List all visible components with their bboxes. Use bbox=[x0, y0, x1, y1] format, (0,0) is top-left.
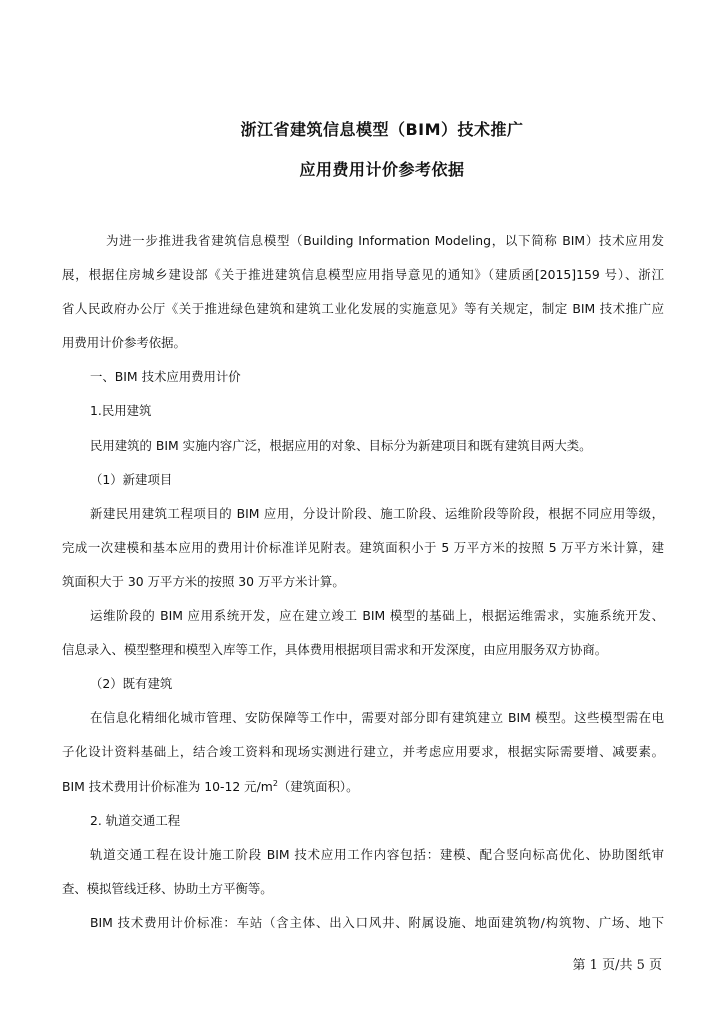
intro-line: 省人民政府办公厅《关于推进绿色建筑和建筑工业化发展的实施意见》等有关规定，制定 BIM 技术推广应 bbox=[62, 301, 664, 317]
price-superscript: 2 bbox=[272, 778, 278, 788]
subsection-heading-rail: 2. 轨道交通工程 bbox=[90, 812, 181, 828]
paragraph-line: 运维阶段的 BIM 应用系统开发，应在建立竣工 BIM 模型的基础上，根据运维需求，实施系统开发、 bbox=[90, 608, 664, 624]
civil-intro-text: 民用建筑的 BIM 实施内容广泛，根据应用的对象、目标分为新建项目和既有建筑目两大类。 bbox=[90, 437, 592, 453]
existing-building-paragraph bbox=[62, 701, 664, 803]
paragraph-line: 新建民用建筑工程项目的 BIM 应用，分设计阶段、施工阶段、运维阶段等阶段，根据不同应用等级， bbox=[90, 505, 664, 521]
document-title-line-1: 浙江省建筑信息模型（BIM）技术推广 bbox=[240, 120, 524, 139]
intro-paragraph bbox=[62, 224, 664, 360]
price-suffix: （建筑面积）。 bbox=[277, 778, 359, 794]
subsection-heading-civil: 1.民用建筑 bbox=[90, 403, 152, 419]
intro-line: 展，根据住房城乡建设部《关于推进建筑信息模型应用指导意见的通知》（建质函[2015]159 号）、浙江 bbox=[62, 267, 664, 283]
page-number: 第 1 页/共 5 页 bbox=[572, 958, 662, 973]
operation-paragraph bbox=[62, 599, 664, 667]
paragraph-line: BIM 技术费用计价标准：车站（含主体、出入口风井、附属设施、地面建筑物/构筑物、广场、地下 bbox=[90, 914, 664, 930]
intro-line: 为进一步推进我省建筑信息模型（Building Information Modeling，以下简称 BIM）技术应用发 bbox=[106, 233, 664, 248]
price-prefix: BIM 技术费用计价标准为 10-12 元/m bbox=[62, 778, 273, 794]
item-heading-new-project: （1）新建项目 bbox=[90, 471, 173, 487]
paragraph-line: 子化设计资料基础上，结合竣工资料和现场实测进行建立，并考虑应用要求，根据实际需要增、减要素。 bbox=[62, 744, 664, 760]
section-heading: 一、BIM 技术应用费用计价 bbox=[90, 369, 241, 385]
document-title-line-2: 应用费用计价参考依据 bbox=[299, 160, 465, 179]
new-project-paragraph bbox=[62, 497, 664, 599]
paragraph-line: 在信息化精细化城市管理、安防保障等工作中，需要对部分即有建筑建立 BIM 模型。这些模型需在电 bbox=[90, 710, 664, 726]
document-body bbox=[62, 224, 664, 940]
paragraph-line: 信息录入、模型整理和模型入库等工作，具体费用根据项目需求和开发深度，由应用服务双方协商。 bbox=[62, 642, 608, 658]
rail-paragraph bbox=[62, 838, 664, 906]
paragraph-line: 完成一次建模和基本应用的费用计价标准详见附表。建筑面积小于 5 万平方米的按照 5 万平方米计算，建 bbox=[62, 539, 664, 555]
intro-line: 用费用计价参考依据。 bbox=[62, 335, 186, 351]
paragraph-line: 筑面积大于 30 万平方米的按照 30 万平方米计算。 bbox=[62, 573, 345, 589]
item-heading-existing-building: （2）既有建筑 bbox=[90, 676, 173, 692]
rail-price-paragraph bbox=[62, 906, 664, 940]
price-standard-line bbox=[62, 770, 664, 804]
paragraph-line: 查、模拟管线迁移、协助土方平衡等。 bbox=[62, 880, 273, 896]
paragraph-line: 轨道交通工程在设计施工阶段 BIM 技术应用工作内容包括：建模、配合竖向标高优化、协助图纸审 bbox=[90, 846, 664, 862]
